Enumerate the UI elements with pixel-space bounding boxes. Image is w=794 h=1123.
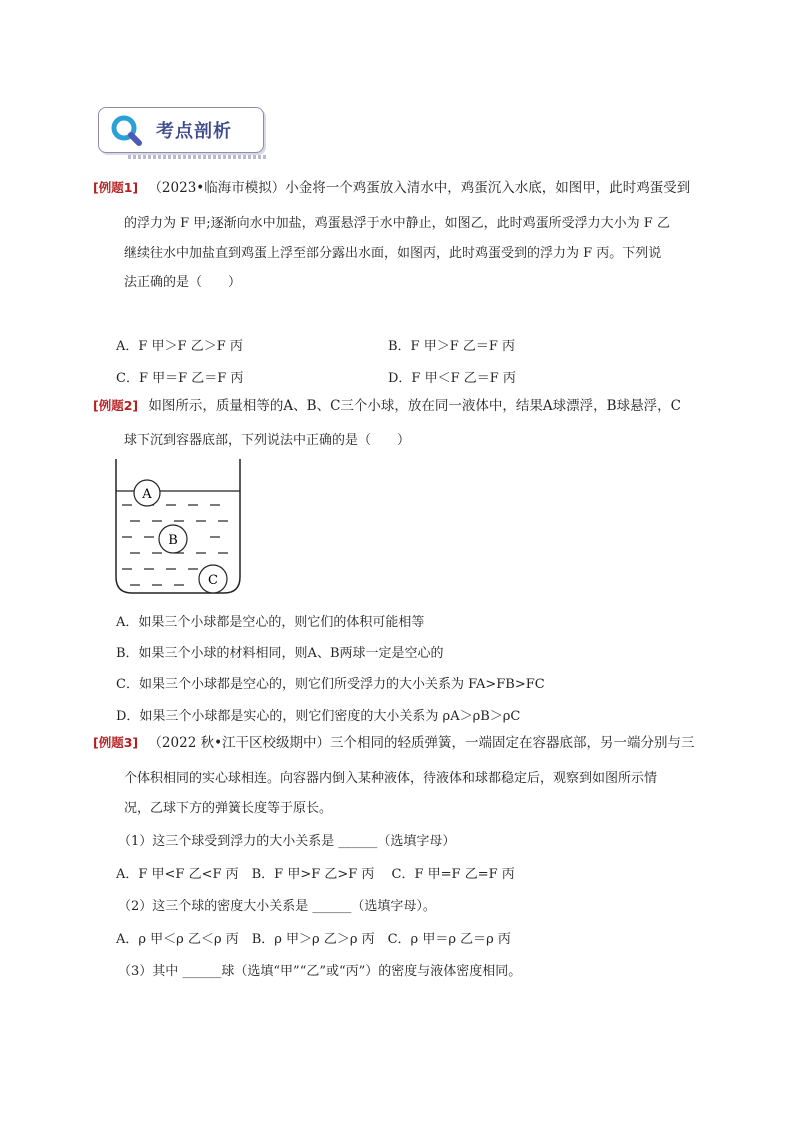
q2-text1: 如图所示，质量相等的A、B、C三个小球，放在同一液体中，结果A球漂浮，B球悬浮，C	[148, 398, 681, 414]
q1-option-d: D．F 甲＜F 乙＝F 丙	[388, 371, 516, 386]
q1-line4: 法正确的是（ ）	[124, 275, 242, 290]
q3-sub2-options: A．ρ 甲＜ρ 乙＜ρ 丙 B．ρ 甲＞ρ 乙＞ρ 丙 C．ρ 甲＝ρ 乙＝ρ 丙	[116, 932, 511, 947]
q1-text1: （2023•临海市模拟）小金将一个鸡蛋放入清水中，鸡蛋沉入水底，如图甲，此时鸡蛋受到	[148, 180, 691, 196]
q2-option-a: A．如果三个小球都是空心的，则它们的体积可能相等	[116, 615, 425, 630]
container-figure	[112, 457, 242, 597]
q1-option-b: B．F 甲＞F 乙＝F 丙	[388, 339, 516, 354]
q3-sub2: （2）这三个球的密度大小关系是 ______（选填字母）。	[118, 899, 436, 914]
q3-sub1: （1）这三个球受到浮力的大小关系是 ______（选填字母）	[118, 834, 456, 849]
q3-text1: （2022 秋•江干区校级期中）三个相同的轻质弹簧，一端固定在容器底部，另一端分别与三	[148, 735, 695, 751]
q3-sub3: （3）其中 ______球（选填“甲”“乙”或“丙”）的密度与液体密度相同。	[118, 964, 522, 979]
q2-line1	[93, 396, 681, 416]
q2-option-b: B．如果三个小球的材料相同，则A、B两球一定是空心的	[116, 646, 444, 661]
q2-tag: [例题2]	[93, 398, 139, 413]
q1-tag: [例题1]	[93, 180, 139, 195]
section-banner	[98, 107, 264, 153]
q1-option-c: C．F 甲＝F 乙＝F 丙	[116, 371, 244, 386]
banner-underline	[128, 155, 268, 159]
ball-a-label: A	[142, 487, 152, 502]
q2-option-d: D．如果三个小球都是实心的，则它们密度的大小关系为 ρA＞ρB＞ρC	[116, 709, 521, 724]
magnifier-icon	[110, 114, 144, 146]
q1-line2: 的浮力为 F 甲;逐渐向水中加盐，鸡蛋悬浮于水中静止，如图乙，此时鸡蛋所受浮力大小为 F 乙	[124, 216, 670, 231]
ball-c-label: C	[208, 573, 218, 588]
q3-tag: [例题3]	[93, 735, 139, 750]
ball-b-label: B	[168, 533, 178, 548]
q2-option-c: C．如果三个小球都是空心的，则它们所受浮力的大小关系为 FA>FB>FC	[116, 677, 545, 692]
q1-line3: 继续往水中加盐直到鸡蛋上浮至部分露出水面，如图丙，此时鸡蛋受到的浮力为 F 丙。下列说	[124, 246, 662, 261]
q1-line1	[93, 178, 690, 198]
q3-line3: 况，乙球下方的弹簧长度等于原长。	[124, 801, 333, 816]
q3-line1	[93, 733, 695, 753]
banner-title: 考点剖析	[156, 121, 232, 142]
q1-option-a: A．F 甲＞F 乙＞F 丙	[116, 339, 243, 354]
q3-line2: 个体积相同的实心球相连。向容器内倒入某种液体，待液体和球都稳定后，观察到如图所示情	[124, 771, 658, 786]
q3-sub1-options: A．F 甲<F 乙<F 丙 B．F 甲>F 乙>F 丙 C．F 甲=F 乙=F 丙	[116, 867, 515, 882]
q2-line2: 球下沉到容器底部，下列说法中正确的是（ ）	[124, 433, 411, 448]
